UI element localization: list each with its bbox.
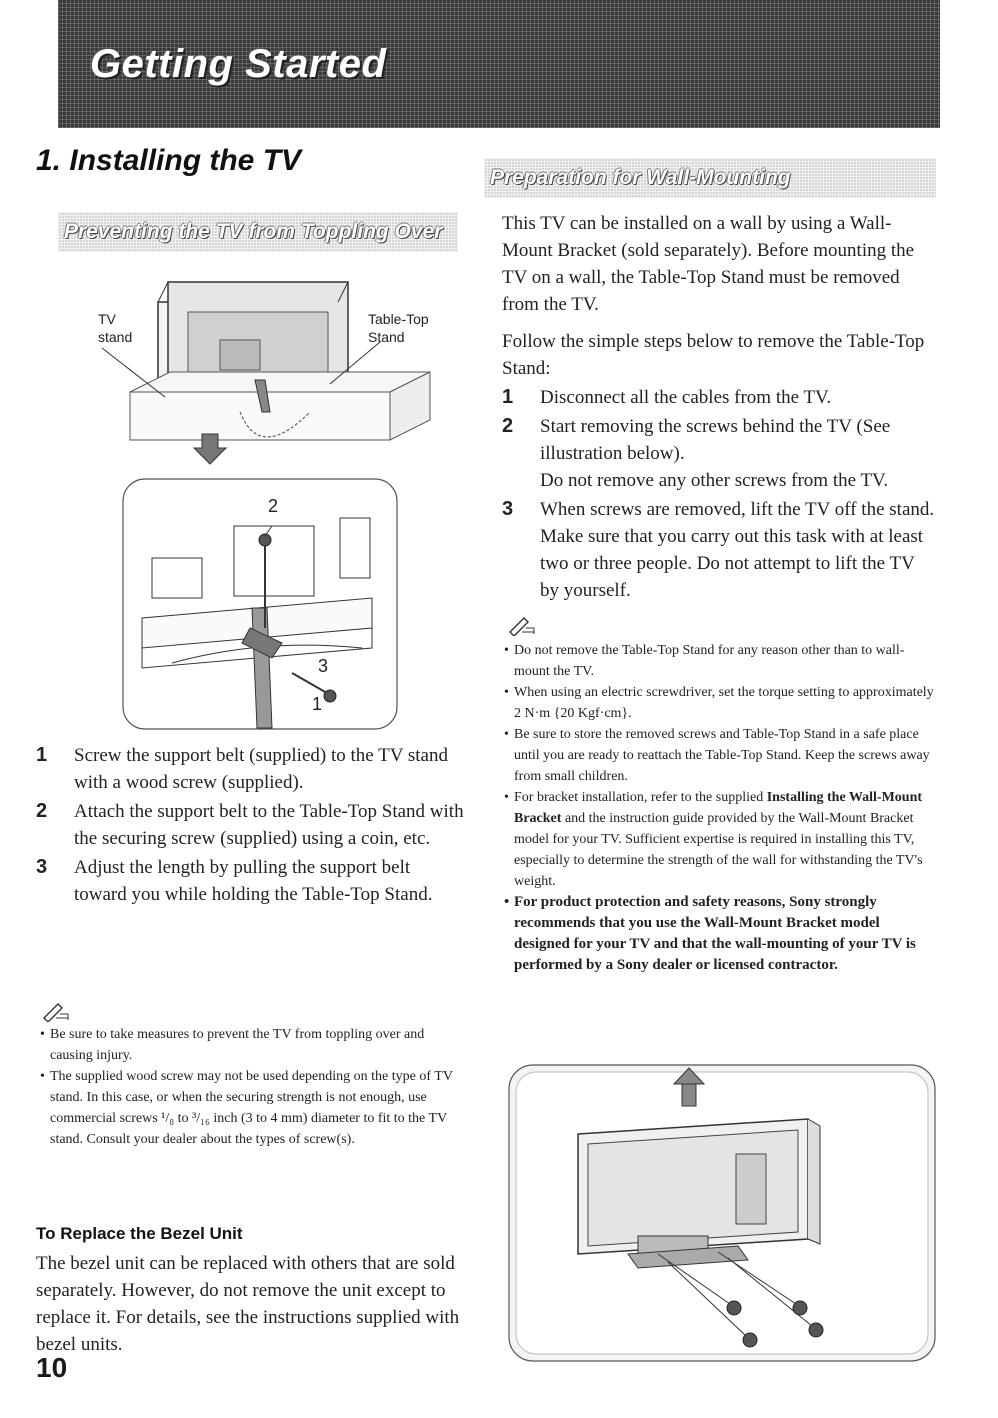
note-pen-icon: [506, 614, 536, 636]
label-tv: TV: [98, 311, 116, 327]
label-stand: stand: [98, 329, 133, 345]
list-item: 3 Adjust the length by pulling the support belt toward you while holding the Table-Top Stand.: [36, 856, 433, 905]
callout-1: 1: [312, 694, 323, 714]
left-notes-list: [40, 1024, 458, 1150]
header-banner: [58, 0, 940, 128]
subhead-wall-mounting: Preparation for Wall-Mounting: [484, 158, 936, 198]
list-item: 2 Attach the support belt to the Table-Top Stand with the securing screw (supplied) using a coin, etc.: [36, 800, 464, 849]
list-item: • For product protection and safety reasons, Sony strongly recommends that you use the Wall-Mount Bracket model designed for your TV and that the wall-mounting of your TV is performed by a Sony dealer or licensed contractor.: [504, 892, 938, 976]
bezel-text: The bezel unit can be replaced with others that are sold separately. However, do not remove the unit except to replace it. For details, see the instructions supplied with bezel units.: [36, 1253, 460, 1355]
right-notes-list: [504, 640, 938, 976]
page-number: 10: [36, 1352, 68, 1383]
list-item: • Be sure to take measures to prevent the TV from toppling over and causing injury.: [40, 1024, 458, 1066]
left-steps-list: [36, 742, 466, 910]
list-item: • For bracket installation, refer to the supplied Installing the Wall-Mount Bracket and the instruction guide provided by the Wall-Mount Bracket model for your TV. Sufficient expertise is required in installing this TV, especially to determine the strength of the wall for withstanding the TV's weight.: [504, 787, 938, 892]
callout-3: 3: [318, 656, 329, 676]
right-steps-list: [502, 384, 938, 606]
list-item: 1 Disconnect all the cables from the TV.: [502, 386, 832, 408]
wall-intro-text: This TV can be installed on a wall by using a Wall-Mount Bracket (sold separately). Before mounting the TV on a wall, the Table-Top Stand must be removed from the TV.: [502, 213, 915, 315]
list-item: • Do not remove the Table-Top Stand for any reason other than to wall-mount the TV.: [504, 640, 938, 682]
bezel-heading: To Replace the Bezel Unit: [36, 1224, 243, 1243]
list-item: • When using an electric screwdriver, set the torque setting to approximately 2 N·m {20 Kgf·cm}.: [504, 682, 938, 724]
wall-follow-text: Follow the simple steps below to remove the Table-Top Stand:: [502, 331, 925, 379]
list-item: • The supplied wood screw may not be used depending on the type of TV stand. In this case, or when the securing strength is not enough, use commercial screws ¹/₈ to ³/₁₆ inch (3 to 4 mm) diameter to fit to the TV stand. Consult your dealer about the types of screw(s).: [40, 1066, 458, 1150]
section-title: 1. Installing the TV: [36, 144, 302, 177]
support-belt-detail-illustration: [122, 478, 398, 730]
label-table-top: Table-Top: [368, 311, 429, 327]
label-table-top-stand: Stand: [368, 329, 405, 345]
list-item: 1 Screw the support belt (supplied) to the TV stand with a wood screw (supplied).: [36, 744, 448, 793]
list-item: 2 Start removing the screws behind the TV (See illustration below). Do not remove any other screws from the TV.: [502, 415, 891, 491]
page-header-title: Getting Started: [90, 42, 387, 86]
screw-removal-illustration: [508, 1064, 936, 1364]
subhead-toppling: Preventing the TV from Toppling Over: [58, 212, 458, 252]
list-item: 3 When screws are removed, lift the TV off the stand. Make sure that you carry out this task with at least two or three people. Do not attempt to lift the TV by yourself.: [502, 498, 935, 601]
tv-on-stand-illustration: [90, 262, 450, 472]
list-item: • Be sure to store the removed screws and Table-Top Stand in a safe place until you are ready to reattach the Table-Top Stand. Keep the screws away from small children.: [504, 724, 938, 787]
note-pen-icon: [40, 1000, 70, 1022]
callout-2: 2: [268, 496, 279, 516]
